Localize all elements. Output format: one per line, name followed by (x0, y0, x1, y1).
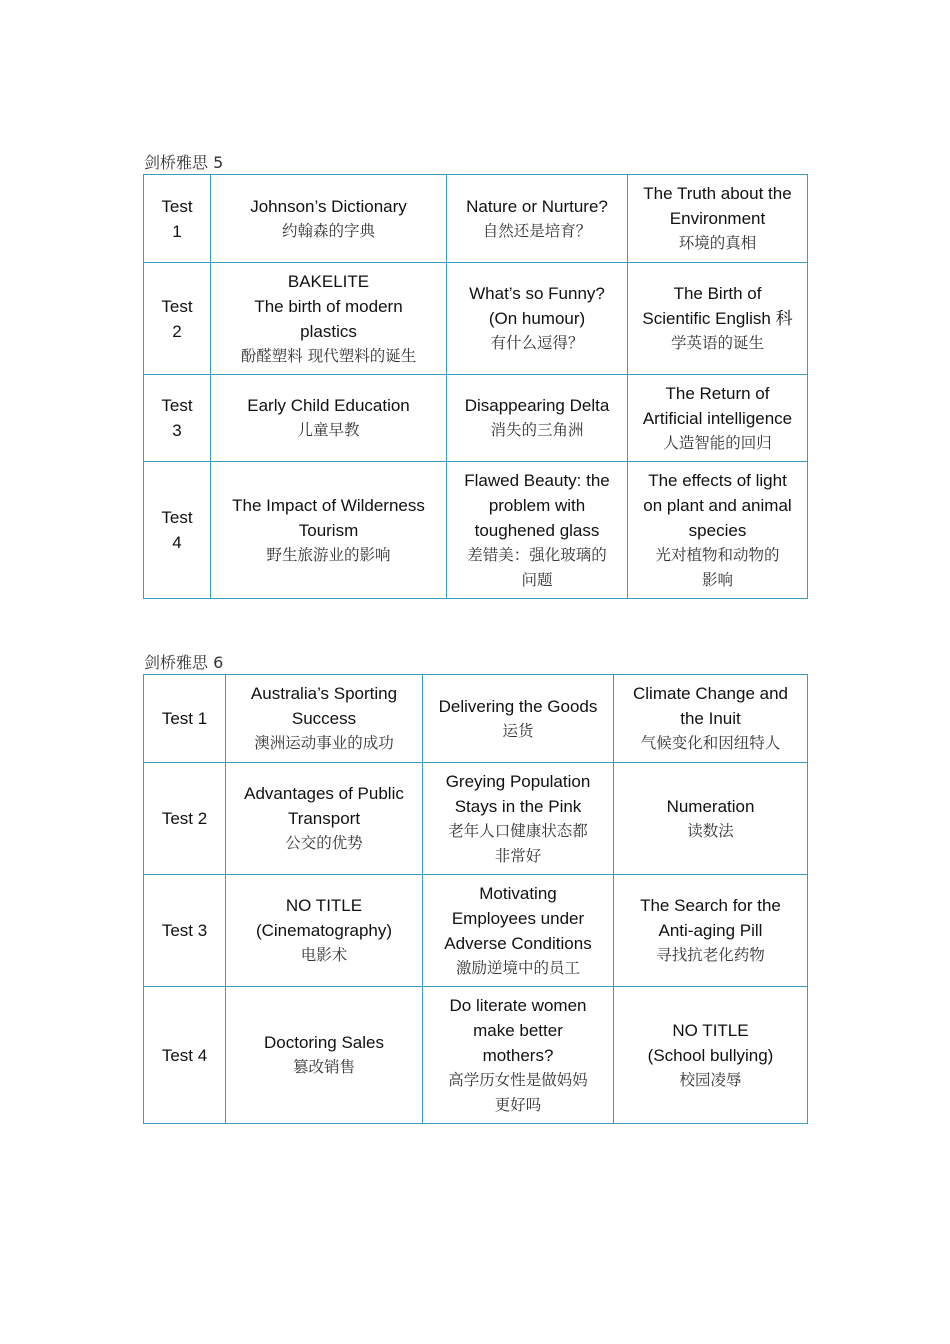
passage-cell (447, 375, 628, 462)
test-label: Test 2 (161, 809, 208, 828)
passage-title-en: The Return of (665, 383, 770, 403)
passage-title-zh: 更好吗 (494, 1095, 542, 1114)
test-label: Test 4 (161, 1045, 208, 1065)
passage-cell (447, 175, 628, 263)
passage-title-zh: 澳洲运动事业的成功 (254, 734, 394, 752)
ielts6-table (143, 674, 808, 1124)
passage-cell (226, 987, 423, 1124)
passage-title-en: Employees under (451, 908, 585, 928)
passage-title-zh: 学英语的诞生 (670, 334, 764, 352)
passage-title-en: Climate Change and (633, 684, 788, 703)
passage-title-en: Nature or Nurture? (466, 196, 608, 216)
passage-title-en: Artificial intelligence (642, 408, 793, 428)
passage-title-en: Tourism (298, 520, 359, 540)
passage-cell (423, 763, 614, 875)
passage-cell (211, 375, 447, 462)
passage-title-en: The Truth about the (643, 184, 792, 203)
passage-title-en: species (688, 520, 747, 540)
passage-title-zh: 自然还是培育？ (482, 221, 592, 240)
passage-cell (211, 175, 447, 263)
passage-title-en: The birth of modern (254, 296, 403, 316)
passage-title-zh: 高学历女性是做妈妈 (448, 1070, 588, 1089)
passage-title-en: NO TITLE (285, 896, 363, 915)
passage-title-en: Transport (287, 809, 361, 828)
table-row (144, 763, 808, 875)
passage-cell (628, 263, 808, 375)
passage-title-en: Greying Population (445, 771, 591, 791)
passage-cell (423, 875, 614, 987)
passage-title-en: Advantages of Public (244, 784, 404, 803)
test-label: Test 3 (161, 921, 208, 940)
passage-title-zh: 环境的真相 (678, 234, 757, 252)
passage-title-en: Delivering the Goods (438, 696, 598, 716)
passage-title-en: toughened glass (474, 520, 600, 540)
test-label: 1 (172, 221, 182, 241)
test-label-cell (144, 263, 211, 375)
passage-title-en: on plant and animal (643, 495, 792, 515)
passage-cell (614, 763, 808, 875)
passage-title-zh: 非常好 (494, 846, 542, 865)
test-label: 4 (172, 533, 182, 552)
passage-title-zh: 老年人口健康状态都 (448, 821, 588, 840)
passage-title-en: Scientific English 科 (642, 309, 793, 328)
table6-caption: 剑桥雅思 6 (144, 653, 224, 672)
passage-title-en: Early Child Education (247, 396, 410, 415)
table-row (144, 987, 808, 1124)
passage-title-en: Adverse Conditions (444, 933, 592, 953)
passage-cell (423, 987, 614, 1124)
passage-title-en: The effects of light (648, 470, 787, 490)
passage-title-zh: 约翰森的字典 (281, 221, 375, 240)
passage-title-zh: 光对植物和动物的 (655, 545, 780, 564)
passage-title-en: (School bullying) (647, 1045, 774, 1065)
test-label: Test 1 (161, 709, 208, 728)
passage-cell (614, 675, 808, 763)
passage-title-zh: 运货 (502, 721, 534, 740)
passage-title-zh: 差错美：强化玻璃的 (467, 545, 607, 564)
passage-title-en: Motivating (479, 883, 557, 903)
passage-title-en: The Impact of Wilderness (232, 495, 425, 515)
passage-cell (628, 462, 808, 599)
passage-title-zh: 读数法 (687, 821, 734, 840)
passage-title-en: Doctoring Sales (263, 1033, 384, 1052)
test-label: Test (161, 508, 193, 527)
passage-title-en: What’s so Funny? (469, 284, 605, 303)
test-label: Test (161, 196, 193, 216)
passage-title-en: the Inuit (680, 709, 741, 728)
passage-cell (226, 675, 423, 763)
passage-title-en: The Search for the (640, 896, 781, 915)
table-row (144, 175, 808, 263)
passage-title-en: Johnson’s Dictionary (250, 196, 407, 216)
passage-title-zh: 气候变化和因纽特人 (640, 734, 781, 752)
passage-title-en: Environment (669, 209, 766, 228)
passage-title-zh: 儿童早教 (297, 421, 360, 439)
test-label: Test (161, 296, 193, 316)
test-label-cell (144, 175, 211, 263)
table-row (144, 875, 808, 987)
passage-title-zh: 公交的优势 (285, 834, 363, 852)
passage-title-en: plastics (300, 321, 357, 341)
passage-title-en: problem with (488, 495, 586, 515)
ielts5-table (143, 174, 808, 599)
passage-title-en: Numeration (666, 796, 755, 816)
passage-title-en: Do literate women (449, 995, 587, 1015)
passage-title-zh: 野生旅游业的影响 (266, 545, 391, 564)
table-row (144, 462, 808, 599)
passage-title-en: (Cinematography) (255, 921, 393, 940)
passage-title-en: Stays in the Pink (454, 796, 582, 816)
passage-cell (614, 875, 808, 987)
passage-title-en: NO TITLE (672, 1020, 749, 1040)
test-label: 2 (172, 321, 182, 341)
passage-title-en: Australia’s Sporting (250, 684, 398, 703)
test-label-cell (144, 875, 226, 987)
test-label-cell (144, 675, 226, 763)
passage-title-zh: 影响 (701, 570, 733, 589)
passage-cell (211, 462, 447, 599)
passage-title-en: mothers? (482, 1045, 554, 1065)
passage-title-zh: 酚醛塑料 现代塑料的诞生 (240, 346, 417, 365)
passage-title-en: (On humour) (488, 309, 586, 328)
passage-cell (423, 675, 614, 763)
test-label: Test (161, 396, 193, 415)
test-label: 3 (172, 421, 182, 440)
passage-cell (628, 175, 808, 263)
passage-cell (447, 263, 628, 375)
passage-title-en: make better (473, 1020, 563, 1040)
passage-title-en: The Birth of (673, 284, 762, 303)
passage-title-zh: 激励逆境中的员工 (455, 958, 580, 977)
passage-cell (628, 375, 808, 462)
passage-cell (211, 263, 447, 375)
passage-title-zh: 人造智能的回归 (663, 433, 772, 452)
passage-cell (226, 763, 423, 875)
passage-title-zh: 校园凌辱 (679, 1070, 742, 1089)
passage-title-en: Success (291, 709, 357, 728)
test-label-cell (144, 375, 211, 462)
passage-title-zh: 篡改销售 (292, 1058, 355, 1076)
passage-title-en: Flawed Beauty: the (464, 470, 610, 490)
test-label-cell (144, 763, 226, 875)
test-label-cell (144, 987, 226, 1124)
passage-title-zh: 电影术 (300, 946, 348, 964)
table-row (144, 263, 808, 375)
table-row (144, 375, 808, 462)
passage-title-en: Anti-aging Pill (658, 921, 763, 940)
test-label-cell (144, 462, 211, 599)
passage-title-en: Disappearing Delta (464, 396, 610, 415)
passage-title-en: BAKELITE (287, 271, 370, 291)
passage-cell (447, 462, 628, 599)
passage-title-zh: 有什么逗得？ (490, 334, 584, 352)
passage-title-zh: 寻找抗老化药物 (656, 946, 765, 964)
passage-cell (614, 987, 808, 1124)
table5-caption: 剑桥雅思 5 (144, 153, 224, 172)
passage-cell (226, 875, 423, 987)
passage-title-zh: 消失的三角洲 (490, 421, 584, 439)
table-row (144, 675, 808, 763)
passage-title-zh: 问题 (521, 570, 553, 589)
